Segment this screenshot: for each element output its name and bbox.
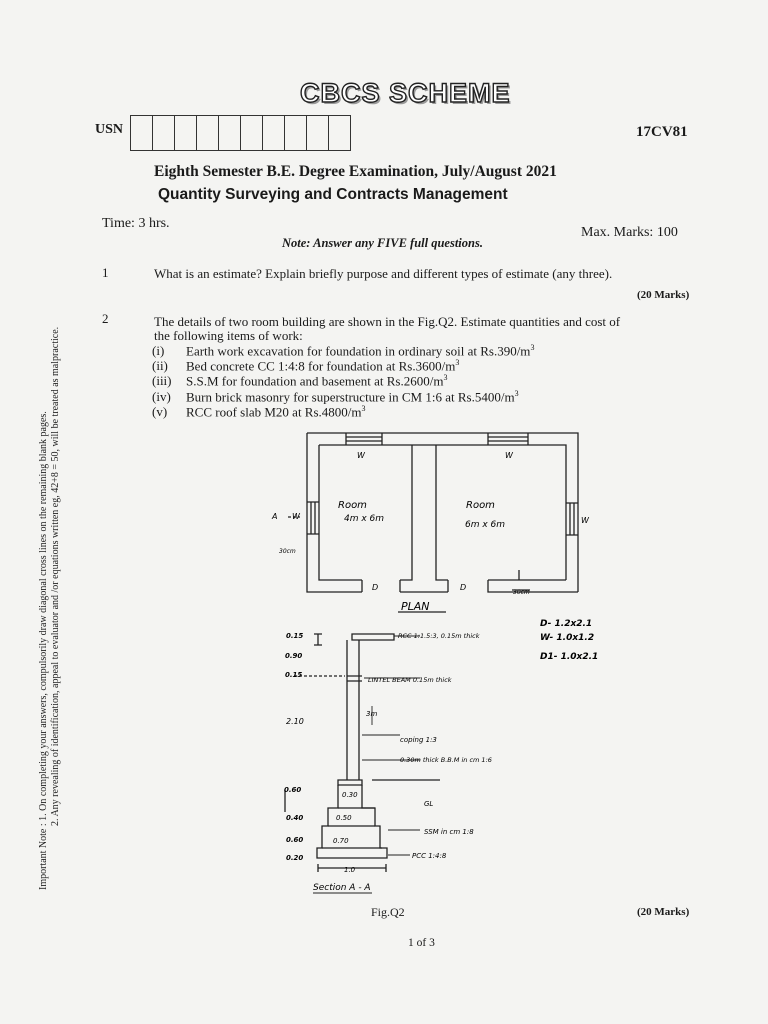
plan-window-label: W [581,516,589,525]
label-coping: coping 1:3 [400,736,437,744]
section-title: Section A - A [313,883,371,893]
width-0-30: 0.30 [342,791,358,799]
item-sup: 3 [514,389,519,398]
side-note-line-1: Important Note : 1. On completing your answers, compulsorily draw diagonal cross lines on the remaining blank pages. [38,411,49,890]
side-note-line-2: 2. Any revealing of identification, appeal to evaluator and /or equations written eg, 42+8 = 50, will be treated as malpractice. [50,326,61,826]
dim-0-40: 0.40 [286,814,304,822]
width-0-50: 0.50 [336,814,352,822]
question-number: 2 [102,311,109,326]
plan-section-mark: A [272,512,278,521]
width-1-0: 1.0 [344,866,356,874]
plan-door-label: D [460,583,467,592]
question-marks: (20 Marks) [637,289,690,301]
plan-bottom-right-wall [488,580,578,592]
question-text-line-1: The details of two room building are shown in the Fig.Q2. Estimate quantities and cost of [154,314,621,329]
schedule-door1: D1- 1.0x2.1 [540,652,599,662]
plan-window-label: W [505,451,513,460]
dim-0-20: 0.20 [286,854,304,862]
label-pcc: PCC 1:4:8 [412,852,447,860]
section-wall [347,640,359,780]
figure-caption: Fig.Q2 [371,905,405,919]
item-sup: 3 [455,358,460,367]
section-lintel [347,676,362,681]
item-roman: (iv) [152,389,171,405]
label-lintel: LINTEL BEAM 0.15m thick [368,676,452,684]
plan-partition-wall [400,445,448,592]
label-bbm: 0.30m thick B.B.M in cm 1:6 [400,756,492,764]
item-roman: (i) [152,343,165,359]
dim-0-90: 0.90 [285,652,303,660]
plan-door-label: D [372,583,379,592]
window-top-left [346,433,382,445]
plan-room2-size: 6m x 6m [465,520,506,530]
item-sup: 3 [361,404,366,413]
plan-inner-wall-top-right [319,445,566,580]
item-text: Bed concrete CC 1:4:8 for foundation at Rs.3600/m [186,358,456,374]
plan-outer-wall-top-right [307,433,578,592]
dim-2-10: 2.10 [286,717,304,726]
page-number: 1 of 3 [408,937,435,949]
item-text: S.S.M for foundation and basement at Rs.2600/m [186,373,444,389]
plan-room1-size: 4m x 6m [344,514,385,524]
plan-title: PLAN [401,600,430,613]
window-left [307,502,319,534]
plan-wall-thickness: 30cm [279,548,296,555]
question-number: 1 [102,265,109,280]
question-text-line-2: the following items of work: [154,328,303,343]
question-text: What is an estimate? Explain briefly purpose and different types of estimate (any three). [154,266,613,281]
usn-label: USN [95,122,124,137]
plan-window-label: W [292,512,300,521]
plan-room2-label: Room [466,500,495,511]
item-sup: 3 [443,373,448,382]
plan-room1-label: Room [338,500,367,511]
width-0-70: 0.70 [333,837,349,845]
window-right [566,503,578,535]
subject-title: Quantity Surveying and Contracts Management [158,186,508,203]
label-gl: GL [424,800,434,808]
label-rcc: RCC 1:1.5:3, 0.15m thick [398,632,480,640]
question-marks: (20 Marks) [637,906,690,918]
schedule-door: D- 1.2x2.1 [540,619,593,629]
item-text: Burn brick masonry for superstructure in CM 1:6 at Rs.5400/m [186,389,515,405]
item-sup: 3 [530,343,535,352]
item-text: Earth work excavation for foundation in ordinary soil at Rs.390/m [186,343,531,359]
cbcs-scheme-logo: CBCS SCHEME [300,78,511,108]
item-roman: (ii) [152,358,168,374]
item-text: RCC roof slab M20 at Rs.4800/m [186,404,362,420]
dim-0-15: 0.15 [286,632,304,640]
label-ssm: SSM in cm 1:8 [424,828,474,836]
window-top-right [488,433,528,445]
plan-wall-thickness: 30cm [513,589,530,596]
item-roman: (v) [152,404,168,420]
section-roof-slab [352,634,394,640]
dim-0-60-foot: 0.60 [286,836,304,844]
item-roman: (iii) [152,373,172,389]
exam-time: Time: 3 hrs. [102,216,170,231]
subject-code: 17CV81 [636,124,688,140]
dim-0-15-lintel: 0.15 [285,671,303,679]
exam-title: Eighth Semester B.E. Degree Examination, July/August 2021 [154,163,557,180]
plan-window-label: W [357,451,365,460]
dim-0-60: 0.60 [284,786,302,794]
section-coping [338,780,362,785]
plan-inner-wall-left [319,445,362,580]
label-height: 3m [366,710,378,718]
max-marks: Max. Marks: 100 [581,225,678,240]
exam-note: Note: Answer any FIVE full questions. [282,236,483,250]
schedule-window: W- 1.0x1.2 [540,633,595,643]
